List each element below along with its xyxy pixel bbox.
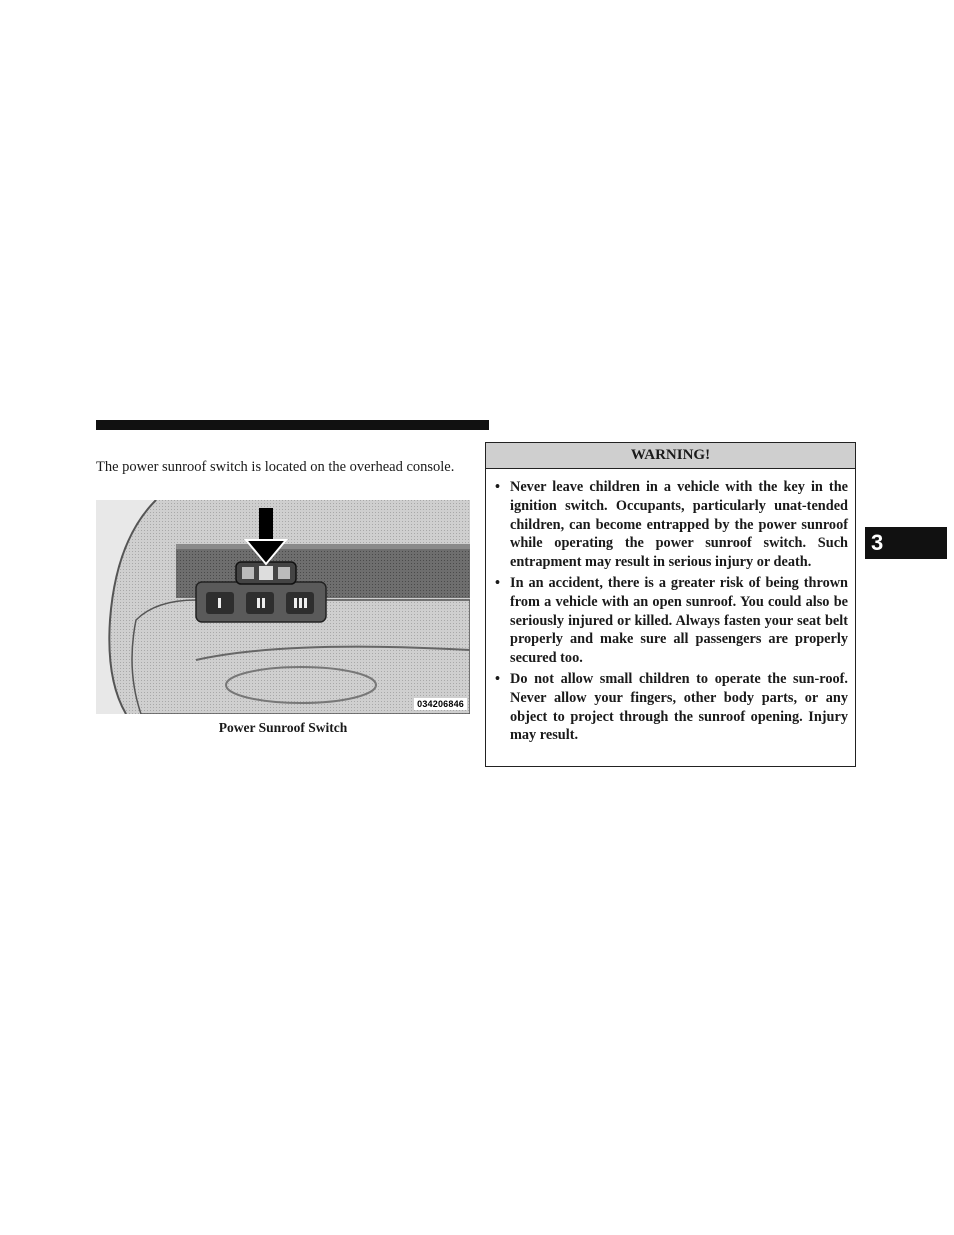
warning-item: • Do not allow small children to operate the sun-roof. Never allow your fingers, other body parts, or any object to project through the sunroof opening. Injury may result.	[495, 670, 848, 744]
bullet-icon: •	[495, 479, 501, 495]
overhead-console-illustration	[96, 500, 470, 714]
warning-item: • In an accident, there is a greater risk of being thrown from a vehicle with an open sunroof. You could also be seriously injured or killed. Always fasten your seat belt properly and make sure all passengers are properly secured too.	[495, 574, 848, 667]
sunroof-switch-figure	[96, 500, 470, 714]
warning-box	[485, 442, 856, 767]
warning-title: WARNING!	[486, 443, 855, 469]
intro-paragraph: The power sunroof switch is located on the overhead console.	[96, 459, 455, 475]
bullet-icon: •	[495, 670, 501, 687]
figure-caption: Power Sunroof Switch	[218, 720, 348, 735]
figure-id-label: 034206846	[414, 698, 467, 710]
bullet-icon: •	[495, 574, 501, 591]
warning-list	[486, 469, 855, 745]
chapter-tab: 3	[865, 527, 947, 559]
section-divider-bar	[96, 420, 489, 430]
warning-item: • Never leave children in a vehicle with the key in the ignition switch. Occupants, particularly unat-tended children, can become entrapped by the power sunroof while operating the power sunroof switch. Such entrapment may result in serious injury or death.	[495, 479, 848, 571]
